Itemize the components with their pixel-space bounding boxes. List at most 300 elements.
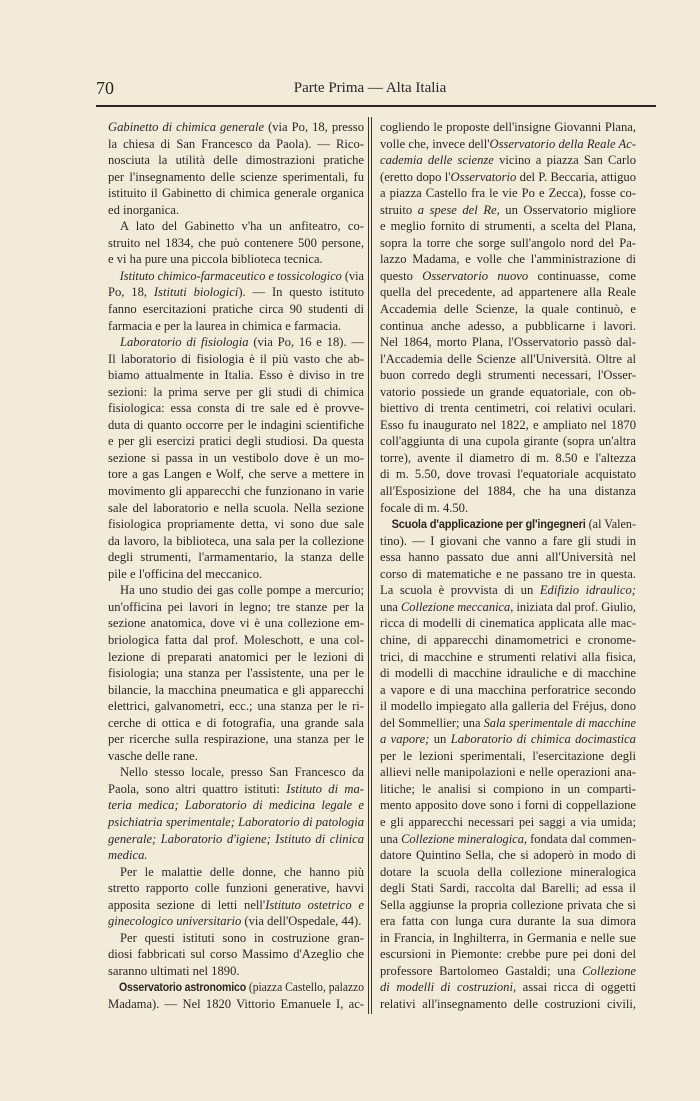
text-line	[108, 318, 364, 335]
italic-text: medica.	[108, 848, 148, 863]
text-line-content	[108, 152, 364, 169]
text-line-content	[380, 566, 636, 583]
text-line	[108, 930, 364, 947]
text-run: escursioni in Piemonte: crebbe pure pei doni del	[380, 947, 636, 962]
text-line	[380, 384, 636, 401]
text-line-content	[108, 649, 364, 666]
text-line-content	[108, 367, 364, 384]
text-line	[108, 251, 364, 268]
text-line	[380, 433, 636, 450]
text-run: torre), avente il diametro di m. 8.50 e l'altezza	[380, 450, 636, 465]
text-line-content	[380, 152, 636, 169]
text-line	[108, 764, 364, 781]
text-run: a piazza Castello fra le vie Po e Zecca), fosse co-	[380, 186, 636, 201]
text-line	[380, 698, 636, 715]
text-line-content	[380, 897, 636, 914]
text-run: di m. 5.50, dove trovasi l'equatoriale acquistato	[380, 467, 636, 482]
text-line	[108, 897, 364, 914]
text-run: La scuola è provvista di un	[380, 583, 540, 598]
text-line-content	[108, 682, 364, 699]
text-line	[380, 152, 636, 169]
text-run: del Sommellier; una	[380, 715, 484, 730]
running-head: Parte Prima — Alta Italia	[293, 80, 447, 96]
text-run: per le lezioni sperimentali, l'esercitazione degli	[380, 748, 636, 763]
text-line-content	[380, 682, 636, 699]
italic-text: psichiatria sperimentale; Laboratorio di patologia	[108, 814, 365, 829]
text-line	[108, 698, 364, 715]
text-line	[380, 202, 636, 219]
text-run: lazzo Madama, e volle che l'amministrazione di	[380, 252, 636, 267]
text-line-content	[380, 185, 636, 202]
text-line	[108, 979, 364, 996]
text-line-content	[380, 979, 636, 996]
text-line-content	[108, 417, 364, 434]
text-line	[108, 367, 364, 384]
text-line	[380, 169, 636, 186]
text-line-content	[108, 847, 148, 864]
text-line-content	[380, 136, 636, 153]
text-line-content	[380, 533, 636, 550]
text-line-content	[380, 781, 636, 798]
text-line	[380, 549, 636, 566]
text-run: bilancie, la macchina pneumatica e gli apparecchi	[108, 682, 364, 697]
text-line-content	[108, 202, 179, 219]
header-rule	[96, 105, 656, 107]
text-run: , iniziata dal prof. Giulio,	[510, 599, 637, 614]
text-run: Il laboratorio di fisiologia è il più vasto che ab-	[108, 351, 364, 366]
text-line-content	[108, 400, 364, 417]
text-line-content	[108, 615, 364, 632]
text-line-content	[380, 483, 636, 500]
text-line	[108, 466, 364, 483]
text-run: struito	[380, 202, 418, 217]
page-number: 70	[96, 78, 114, 98]
text-run: la chiesa di San Francesco da Paola). — Rico-	[108, 136, 364, 151]
text-line	[108, 566, 364, 583]
italic-text: Istituto chimico-farmaceutico e tossicologico	[119, 268, 342, 283]
text-run: per ricerche sulla respirazione, una stanza per le	[108, 732, 364, 747]
text-run: Nel 1864, morto Plana, l'Osservatorio passò dal-	[380, 335, 636, 350]
text-line-content	[108, 516, 364, 533]
text-line-content	[380, 797, 636, 814]
text-run: sopra la torre che sorge sull'angolo nord del Pa-	[380, 235, 636, 250]
italic-text: Istituto di ma-	[286, 781, 364, 796]
text-line	[108, 450, 364, 467]
text-line-content	[108, 814, 364, 831]
text-run: (via Po, 16 e 18). —	[248, 335, 364, 350]
text-line-content	[380, 433, 636, 450]
text-run: (via	[341, 268, 365, 283]
text-run: quella del precedente, ad appartenere alla Reale	[380, 285, 636, 300]
text-run: sezioni: la prima serve per gli studi di chimica	[108, 384, 364, 399]
text-line	[108, 582, 364, 599]
text-line	[108, 483, 364, 500]
italic-text: ginecologico universitario	[108, 914, 242, 929]
text-line-content	[380, 599, 636, 616]
text-line	[108, 665, 364, 682]
text-run: ricca di modelli di cinematica applicata alle mac-	[380, 616, 636, 631]
text-line-content	[380, 318, 636, 335]
text-line-content	[108, 119, 364, 136]
text-run: datore Quintino Sella, che si adoperò in modo di	[380, 848, 636, 863]
text-run: essa hanno passato due anni all'Università nel	[380, 550, 636, 565]
text-line-content	[108, 318, 341, 335]
text-line	[380, 665, 636, 682]
text-line	[108, 169, 364, 186]
text-line	[108, 400, 364, 417]
text-line	[380, 400, 636, 417]
text-run: biamo attualmente in Italia. Esso è diviso in tre	[108, 368, 364, 383]
text-line	[108, 152, 364, 169]
italic-text: generale; Laboratorio d'igiene; Istituto di clinica	[108, 831, 364, 846]
text-line	[108, 599, 364, 616]
text-run: continuasse, come	[528, 268, 636, 283]
text-run: (piazza Castello, palazzo	[245, 980, 365, 995]
italic-text: Laboratorio di fisiologia	[119, 335, 249, 350]
text-line-content	[380, 864, 636, 881]
text-line	[380, 301, 636, 318]
text-line-content	[108, 235, 364, 252]
text-run: ). — In questo istituto	[238, 285, 364, 300]
text-line	[108, 682, 364, 699]
text-run: di modelli di macchine idrauliche e di macchine	[380, 666, 636, 681]
text-run: fisiologica propriamente detta, vi sono due sale	[108, 517, 364, 532]
text-line-content	[108, 864, 364, 881]
italic-text: di modelli di costruzioni	[380, 980, 513, 995]
right-column	[380, 119, 636, 1013]
text-line-content	[108, 136, 364, 153]
text-run: per l'insegnamento delle scienze sperimentali, fu	[108, 169, 364, 184]
text-line-content	[108, 384, 364, 401]
text-line-content	[108, 632, 364, 649]
text-line	[108, 185, 364, 202]
text-run: briologica fatta dal prof. Moleschott, e una col-	[108, 632, 364, 647]
text-run: Accademia delle Scienze, la quale continuò, e	[380, 302, 636, 317]
italic-text: Edifizio idraulico;	[539, 583, 636, 598]
text-line	[108, 814, 364, 831]
text-run: (eretto dopo l'	[380, 169, 451, 184]
text-line	[380, 599, 636, 616]
text-run: trici, di macchine e strumenti relativi alla fisica,	[380, 649, 636, 664]
text-line	[108, 748, 364, 765]
text-line	[108, 632, 364, 649]
italic-text: Collezione mineralogica	[401, 831, 524, 846]
text-line	[108, 847, 364, 864]
text-line	[380, 235, 636, 252]
text-run: l'Accademia delle Scienze all'Università. Oltre al	[380, 351, 636, 366]
text-run: questo	[380, 268, 423, 283]
text-line-content	[108, 665, 364, 682]
italic-text: Laboratorio di chimica docimastica	[450, 732, 636, 747]
italic-text: Osservatorio nuovo	[422, 268, 529, 283]
text-line	[108, 119, 364, 136]
text-line	[108, 797, 364, 814]
text-line-content	[380, 417, 636, 434]
text-line-content	[108, 185, 364, 202]
text-line-content	[380, 930, 636, 947]
text-line	[380, 764, 636, 781]
text-line	[108, 218, 364, 235]
text-run: sezione si passa in un vestibolo dove è un mo-	[108, 450, 364, 465]
text-line	[380, 715, 636, 732]
text-line-content	[380, 615, 636, 632]
text-run: ed inorganica.	[108, 202, 180, 217]
text-line-content	[108, 913, 361, 930]
text-run: sale del laboratorio e nella scuola. Nella sezione	[108, 500, 364, 515]
text-line	[380, 284, 636, 301]
text-line	[380, 351, 636, 368]
text-line	[380, 218, 636, 235]
text-line-content	[108, 301, 364, 318]
text-line	[108, 500, 364, 517]
text-line-content	[380, 235, 636, 252]
text-line-content	[380, 367, 636, 384]
text-line-content	[108, 351, 364, 368]
italic-text: Osservatorio della Reale Ac-	[489, 136, 636, 151]
text-line	[108, 864, 364, 881]
left-column	[108, 119, 364, 1013]
text-line	[380, 946, 636, 963]
text-line	[108, 334, 364, 351]
italic-text: cademia delle scienze	[380, 153, 494, 168]
text-run: tino). — I giovani che vanno a fare gli studi in	[380, 533, 636, 548]
text-line	[380, 334, 636, 351]
text-run: pile e l'officina del meccanico.	[108, 566, 263, 581]
text-line-content	[108, 731, 364, 748]
text-line	[380, 318, 636, 335]
italic-text: Gabinetto di chimica generale	[108, 120, 265, 134]
text-run: , un Osservatorio migliore	[496, 202, 636, 217]
text-line	[380, 814, 636, 831]
text-line-content	[108, 466, 364, 483]
text-line-content	[108, 582, 364, 599]
text-run: Paola, sono altri quattro istituti:	[108, 781, 287, 796]
italic-text: Sala sperimentale di macchine	[483, 715, 636, 730]
text-line	[380, 831, 636, 848]
text-line	[380, 483, 636, 500]
text-line-content	[108, 979, 364, 997]
italic-text: a spese del Re	[417, 202, 497, 217]
text-run: il modello impiegato alla galleria del Fréjus, dono	[380, 699, 636, 714]
text-run: relativi all'insegnamento delle costruzioni civili,	[380, 996, 636, 1011]
text-line-content	[108, 831, 364, 848]
text-run: a vapore e di una macchina perforatrice secondo	[380, 682, 636, 697]
text-line	[108, 533, 364, 550]
text-line-content	[380, 351, 636, 368]
text-run: Ha uno studio dei gas colle pompe a mercurio;	[120, 583, 364, 598]
text-line-content	[108, 715, 364, 732]
text-run: Nello stesso locale, presso San Francesco da	[120, 765, 364, 780]
text-line-content	[380, 698, 636, 715]
text-line	[108, 235, 364, 252]
text-line	[380, 185, 636, 202]
text-run: elettrici, galvanometri, ecc.; una stanza per le ri-	[108, 699, 364, 714]
text-run: cerche di ottica e di fotografia, una grande sala	[108, 715, 364, 730]
text-line-content	[380, 450, 636, 467]
text-run: lezione di preparati anatomici per le lezioni di	[108, 649, 364, 664]
text-line-content	[380, 251, 636, 268]
text-run: tore a gas Langen e Wolf, che serve a mettere in	[108, 467, 364, 482]
text-line	[380, 963, 636, 980]
text-line-content	[380, 218, 636, 235]
text-line-content	[380, 649, 636, 666]
text-line-content	[380, 516, 636, 534]
text-line	[108, 351, 364, 368]
text-run: volle che, invece dell'	[380, 136, 490, 151]
text-run: una	[380, 599, 402, 614]
text-run: coll'aggiunta di una cupola girante (sopra un'altra	[380, 434, 636, 449]
text-run: diosi fabbricati sul corso Massimo d'Azeglio che	[108, 947, 364, 962]
text-line	[380, 781, 636, 798]
text-line	[108, 731, 364, 748]
text-line-content	[108, 533, 364, 550]
italic-text: Osservatorio	[450, 169, 517, 184]
text-line	[380, 847, 636, 864]
text-run: movimento gli apparecchi che funzionano in varie	[108, 484, 364, 499]
text-run: stretto rapporto colle funzioni generative, havvi	[108, 881, 364, 896]
text-line	[108, 963, 364, 980]
text-run: degli Stati Sardi, raccolta dal Barelli; ad essa il	[380, 881, 636, 896]
text-run: apposita sezione di letti nell'	[108, 897, 266, 912]
text-run: mento apposito dove sono i forni di coppellazione	[380, 798, 636, 813]
text-line-content	[108, 566, 262, 583]
text-line-content	[380, 202, 636, 219]
text-run: continua anche adesso, a pubblicarne i lavori.	[380, 318, 636, 333]
text-run: e meglio fornito di strumenti, a scelta del Plana,	[380, 219, 636, 234]
text-line	[108, 268, 364, 285]
text-run: dotare la scuola della collezione mineralogica	[380, 864, 636, 879]
text-line-content	[380, 284, 636, 301]
bold-heading-text: Scuola d'applicazione per gl'ingegneri	[391, 519, 586, 532]
text-line-content	[380, 814, 636, 831]
italic-text: Istituto ostetrico e	[265, 897, 364, 912]
text-line-content	[108, 433, 364, 450]
italic-text: teria medica; Laboratorio di medicina legale e	[108, 798, 364, 813]
text-line-content	[108, 880, 364, 897]
text-line	[380, 682, 636, 699]
text-line-content	[380, 466, 636, 483]
text-line	[380, 119, 636, 136]
text-line	[380, 417, 636, 434]
text-line-content	[108, 549, 364, 566]
text-run: sezione anatomica, dove vi è una collezione em-	[108, 616, 364, 631]
text-line-content	[108, 169, 364, 186]
text-line-content	[380, 963, 636, 980]
text-line-content	[108, 483, 364, 500]
text-run: allievi nelle manipolazioni e nelle operazioni ana-	[380, 765, 636, 780]
text-line-content	[380, 268, 636, 285]
text-run: fanno esercitazioni pratiche circa 90 studenti di	[108, 302, 364, 317]
text-line-content	[108, 764, 364, 781]
text-line-content	[108, 251, 323, 268]
text-line-content	[108, 450, 364, 467]
text-run: (via Po, 18, presso	[264, 120, 364, 134]
text-line-content	[380, 632, 636, 649]
text-run: fisiologica: essa consta di tre sale ed è provve-	[108, 401, 364, 416]
text-line	[380, 996, 636, 1013]
text-line-content	[380, 880, 636, 897]
text-line-content	[108, 963, 240, 980]
text-line	[380, 897, 636, 914]
text-run: (via dell'Ospedale, 44).	[241, 914, 362, 929]
text-run: (al Valen-	[585, 517, 636, 532]
text-line	[380, 880, 636, 897]
text-line	[108, 301, 364, 318]
text-run: litiche; le analisi si compiono in un comparti-	[380, 781, 636, 796]
italic-text: Collezione	[582, 963, 636, 978]
text-line	[380, 566, 636, 583]
text-line	[108, 516, 364, 533]
text-line-content	[380, 334, 636, 351]
text-line	[108, 913, 364, 930]
text-line-content	[108, 748, 198, 765]
text-run: vasche delle rane.	[108, 748, 198, 763]
text-line	[380, 930, 636, 947]
text-line	[380, 251, 636, 268]
text-line	[108, 649, 364, 666]
text-line	[380, 979, 636, 996]
text-run: fisiologia; una stanza per l'assistente, una per le	[108, 666, 364, 681]
text-run: farmacia e per la laurea in chimica e farmacia.	[108, 318, 342, 333]
text-run: biettivo di trenta centimetri, coi relativi oculari.	[380, 401, 636, 416]
text-line-content	[380, 500, 468, 517]
text-run: A lato del Gabinetto v'ha un anfiteatro, co-	[120, 219, 364, 234]
text-run: Po, 18,	[108, 285, 154, 300]
text-line	[108, 549, 364, 566]
text-run: vatorio possiede un grande equatoriale, con ob-	[380, 384, 636, 399]
text-line	[380, 367, 636, 384]
text-line	[380, 864, 636, 881]
text-line-content	[108, 946, 364, 963]
text-line-content	[108, 797, 364, 814]
text-run: istituito il Gabinetto di chimica generale organica	[108, 186, 364, 201]
text-run: saranno ultimati nel 1890.	[108, 963, 240, 978]
text-line	[380, 268, 636, 285]
text-run: corso di matematiche e ne passano tre in questa.	[380, 566, 636, 581]
text-run: all'Esposizione del 1884, che ha una distanza	[380, 484, 636, 499]
text-line	[108, 433, 364, 450]
text-run: del P. Beccaria, attiguo	[516, 169, 636, 184]
text-line-content	[380, 831, 636, 848]
text-line-content	[108, 599, 364, 616]
text-run: vicino a piazza San Carlo	[493, 153, 636, 168]
text-run: nosciuta la utilità delle dimostrazioni pratiche	[108, 153, 364, 168]
text-line	[108, 880, 364, 897]
text-run: professore Bartolomeo Gastaldi; una	[380, 963, 583, 978]
text-line-content	[380, 169, 636, 186]
text-line	[380, 582, 636, 599]
text-line	[108, 946, 364, 963]
text-line-content	[108, 781, 364, 798]
text-line	[380, 450, 636, 467]
text-line	[108, 715, 364, 732]
text-line-content	[108, 897, 364, 914]
text-run: era fatta con lunga cura durante la sua dimora	[380, 914, 636, 929]
text-line-content	[380, 764, 636, 781]
text-run: , assai ricca di oggetti	[512, 980, 636, 995]
text-run: Esso fu inaugurato nel 1822, e ampliato nel 1870	[380, 417, 636, 432]
text-line	[108, 284, 364, 301]
text-line-content	[380, 549, 636, 566]
text-run: un	[429, 732, 451, 747]
text-run: chine, di apparecchi dinamometrici e cronome-	[380, 632, 636, 647]
text-line	[108, 384, 364, 401]
bold-heading-text: Osservatorio astronomico	[119, 982, 246, 995]
text-run: Sella aggiunse la propria collezione privata che si	[380, 897, 636, 912]
text-line	[108, 202, 364, 219]
text-run: in Francia, in Inghilterra, in Germania e nelle sue	[380, 930, 636, 945]
text-line	[380, 533, 636, 550]
